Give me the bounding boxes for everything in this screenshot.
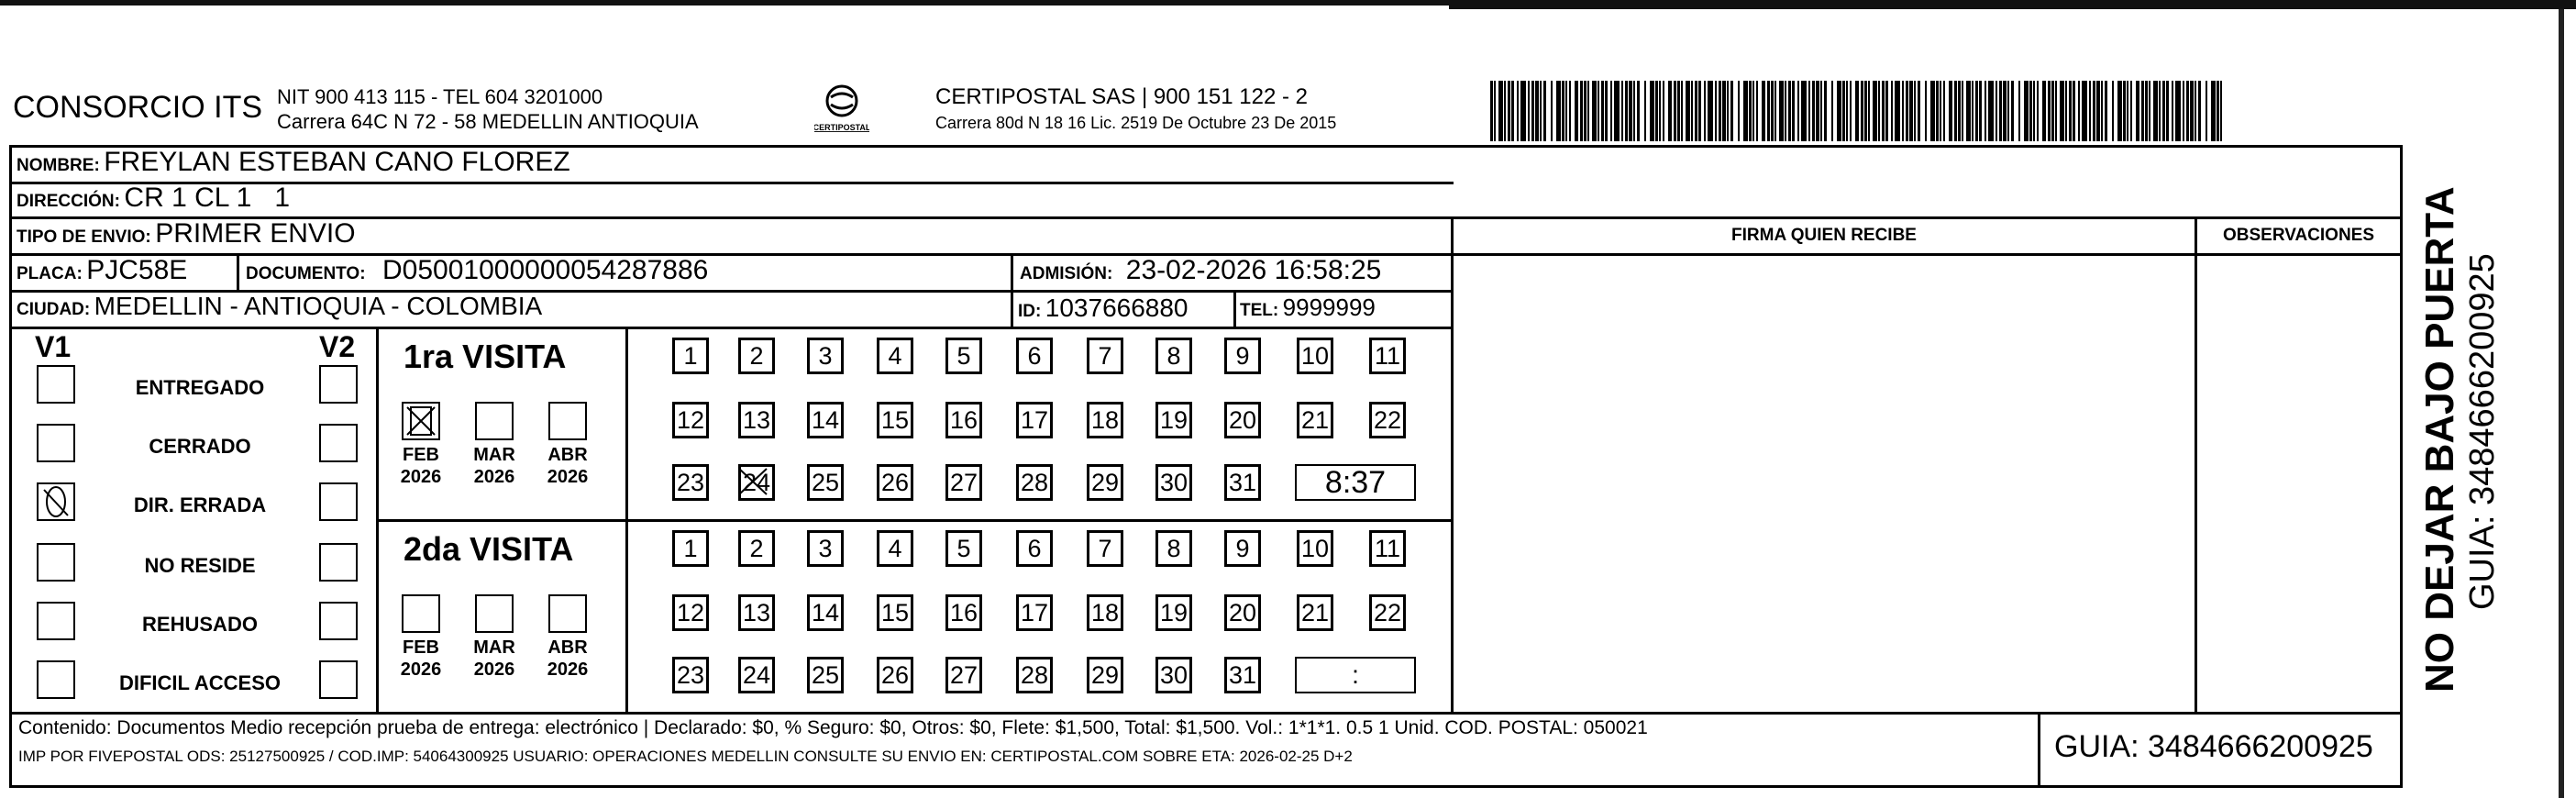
day-box[interactable]: 30 [1155,464,1192,501]
v1-checkbox[interactable] [37,543,75,582]
footer-contenido: Contenido: Documentos Medio recepción prueba de entrega: electrónico | Declarado: $0, % Seguro: $0, Otros: $0, Flete: $1,500, Total: $1,500. Vol.: 1*1*1. 0.5 1 Unid. COD. POSTAL: 050021 [18,717,1648,738]
day-box[interactable]: 17 [1016,402,1053,438]
day-box[interactable]: 7 [1087,530,1123,567]
day-box[interactable]: 16 [945,402,982,438]
day-box[interactable]: 25 [807,657,844,693]
day-box[interactable]: 11 [1369,338,1406,374]
day-box[interactable]: 1 [672,530,709,567]
barcode [1490,81,2224,141]
company-address: Carrera 64C N 72 - 58 MEDELLIN ANTIOQUIA [277,110,699,133]
logo-label: CERTIPOSTAL [814,123,869,132]
ciudad-value: MEDELLIN - ANTIOQUIA - COLOMBIA [94,292,543,320]
observaciones-header: OBSERVACIONES [2222,226,2375,245]
v2-checkbox[interactable] [319,660,358,699]
day-box[interactable]: 18 [1087,594,1123,631]
footer-line [9,712,2403,715]
id-row [1018,294,1188,323]
day-box[interactable]: 5 [945,530,982,567]
day-box[interactable]: 2 [738,530,775,567]
ciudad-row [17,292,542,321]
day-box[interactable]: 3 [807,338,844,374]
placa-divider [237,253,239,292]
placa-row [17,255,187,286]
status-label: CERRADO [149,435,251,458]
id-label: ID: [1018,302,1042,321]
day-box[interactable]: 20 [1224,402,1261,438]
day-box[interactable]: 18 [1087,402,1123,438]
day-box[interactable]: 12 [672,594,709,631]
direccion-row [17,183,290,214]
day-box[interactable]: 12 [672,402,709,438]
certipostal-logo-icon [814,84,869,141]
visit-split-line [376,519,1454,522]
direccion-label: DIRECCIÓN: [17,192,120,211]
day-box[interactable]: 22 [1369,594,1406,631]
day-box[interactable]: 2 [738,338,775,374]
documento-value: D05001000000054287886 [382,255,709,285]
month-checkbox[interactable] [402,402,440,440]
v1-checkbox[interactable] [37,602,75,640]
day-box[interactable]: 31 [1224,657,1261,693]
day-box[interactable]: 22 [1369,402,1406,438]
day-box[interactable]: 29 [1087,464,1123,501]
month-label: MAR 2026 [473,445,515,487]
day-box[interactable]: 24 [738,464,775,501]
nombre-row [17,147,570,178]
month-label: ABR 2026 [547,445,589,487]
month-checkbox[interactable] [475,402,514,440]
carrier-name: CERTIPOSTAL SAS | 900 151 122 - 2 [935,84,1308,109]
day-box[interactable]: 8 [1155,530,1192,567]
admision-label: ADMISIÓN: [1020,264,1113,283]
status-label: DIFICIL ACCESO [118,671,281,694]
day-box[interactable]: 26 [877,657,913,693]
top-border-right [1449,6,2576,9]
nombre-label: NOMBRE: [17,156,100,175]
day-box[interactable]: 20 [1224,594,1261,631]
day-box[interactable]: 23 [672,464,709,501]
day-box[interactable]: 15 [877,402,913,438]
status-label: REHUSADO [142,613,258,636]
v2-checkbox[interactable] [319,482,358,521]
obs-divider [2195,216,2197,715]
status-label: DIR. ERRADA [133,493,267,516]
day-box[interactable]: 28 [1016,657,1053,693]
tipo-row [17,218,356,249]
firma-divider [1451,216,1454,715]
day-box[interactable]: 9 [1224,530,1261,567]
day-box[interactable]: 4 [877,338,913,374]
month-checkbox[interactable] [548,594,587,633]
status-label: ENTREGADO [135,376,265,399]
month-checkbox[interactable] [402,594,440,633]
day-box[interactable]: 19 [1155,594,1192,631]
tipo-label: TIPO DE ENVIO: [17,227,151,247]
v2-checkbox[interactable] [319,543,358,582]
footer-guia: GUIA: 3484666200925 [2054,729,2373,764]
placa-label: PLACA: [17,264,83,283]
month-checkbox[interactable] [548,402,587,440]
day-box[interactable]: 4 [877,530,913,567]
tel-divider [1233,290,1236,328]
day-box[interactable]: 14 [807,594,844,631]
side-guia: GUIA: 3484666200925 [2463,253,2502,610]
documento-label: DOCUMENTO: [246,264,366,283]
row-line-5 [9,327,1454,329]
placa-value: PJC58E [86,255,188,285]
no-dejar-warning: NO DEJAR BAJO PUERTA [2417,186,2462,693]
visit-title: 2da VISITA [404,530,574,568]
visit-title: 1ra VISITA [404,338,567,375]
day-box[interactable]: 26 [877,464,913,501]
documento-row [246,255,708,286]
day-box[interactable]: 30 [1155,657,1192,693]
day-box[interactable]: 25 [807,464,844,501]
month-label: ABR 2026 [547,637,589,680]
right-edge [2559,9,2564,798]
tel-row [1240,294,1376,322]
day-box[interactable]: 6 [1016,338,1053,374]
month-label: FEB 2026 [400,445,442,487]
status-label: NO RESIDE [144,554,256,577]
day-box[interactable]: 8 [1155,338,1192,374]
ciudad-label: CIUDAD: [17,300,91,319]
day-box[interactable]: 6 [1016,530,1053,567]
direccion-value: CR 1 CL 1 1 [124,183,291,213]
footer-imp: IMP POR FIVEPOSTAL ODS: 25127500925 / COD.IMP: 54064300925 USUARIO: OPERACIONES MEDELLIN CONSULTE SU ENVIO EN: CERTIPOSTAL.COM SOBRE ETA: 2026-02-25 D+2 [18,748,1353,765]
v1-checkbox[interactable] [37,482,75,521]
day-box[interactable]: 31 [1224,464,1261,501]
frame-bottom [9,785,2403,788]
footer-guia-divider [2038,712,2040,787]
admision-row [1020,255,1381,286]
company-name: CONSORCIO ITS [13,90,263,125]
month-label: FEB 2026 [400,637,442,680]
day-box[interactable]: 21 [1297,594,1333,631]
day-box[interactable]: 23 [672,657,709,693]
month-checkbox[interactable] [475,594,514,633]
day-box[interactable]: 15 [877,594,913,631]
v2-heading: V2 [319,330,356,363]
day-box[interactable]: 5 [945,338,982,374]
day-box[interactable]: 1 [672,338,709,374]
nombre-value: FREYLAN ESTEBAN CANO FLOREZ [104,147,570,177]
month-label: MAR 2026 [473,637,515,680]
frame-left [9,145,12,788]
row-line-2 [9,216,2403,219]
day-box[interactable]: 17 [1016,594,1053,631]
frame-right [2400,145,2403,788]
v2-checkbox[interactable] [319,602,358,640]
time-box[interactable]: 8:37 [1295,464,1416,501]
time-box[interactable]: : [1295,657,1416,693]
tipo-value: PRIMER ENVIO [155,218,356,249]
company-nit: NIT 900 413 115 - TEL 604 3201000 [277,85,603,108]
day-box[interactable]: 7 [1087,338,1123,374]
carrier-address: Carrera 80d N 18 16 Lic. 2519 De Octubre 23 De 2015 [935,114,1337,132]
v1-checkbox[interactable] [37,365,75,404]
day-box[interactable]: 29 [1087,657,1123,693]
day-box[interactable]: 24 [738,657,775,693]
id-value: 1037666880 [1045,294,1188,322]
admision-value: 23-02-2026 16:58:25 [1125,255,1382,285]
day-box[interactable]: 19 [1155,402,1192,438]
v1-checkbox[interactable] [37,424,75,462]
day-box[interactable]: 10 [1297,530,1333,567]
day-box[interactable]: 21 [1297,402,1333,438]
v2-checkbox[interactable] [319,365,358,404]
tel-label: TEL: [1240,301,1279,320]
v2-checkbox[interactable] [319,424,358,462]
day-box[interactable]: 3 [807,530,844,567]
day-box[interactable]: 13 [738,402,775,438]
admision-divider [1011,253,1013,328]
tel-value: 9999999 [1282,294,1376,321]
day-box[interactable]: 13 [738,594,775,631]
day-box[interactable]: 10 [1297,338,1333,374]
day-box[interactable]: 9 [1224,338,1261,374]
firma-header: FIRMA QUIEN RECIBE [1731,226,1917,245]
day-box[interactable]: 28 [1016,464,1053,501]
v1-heading: V1 [35,330,72,363]
day-box[interactable]: 11 [1369,530,1406,567]
day-box[interactable]: 16 [945,594,982,631]
day-box[interactable]: 27 [945,464,982,501]
day-box[interactable]: 14 [807,402,844,438]
day-box[interactable]: 27 [945,657,982,693]
v1-checkbox[interactable] [37,660,75,699]
